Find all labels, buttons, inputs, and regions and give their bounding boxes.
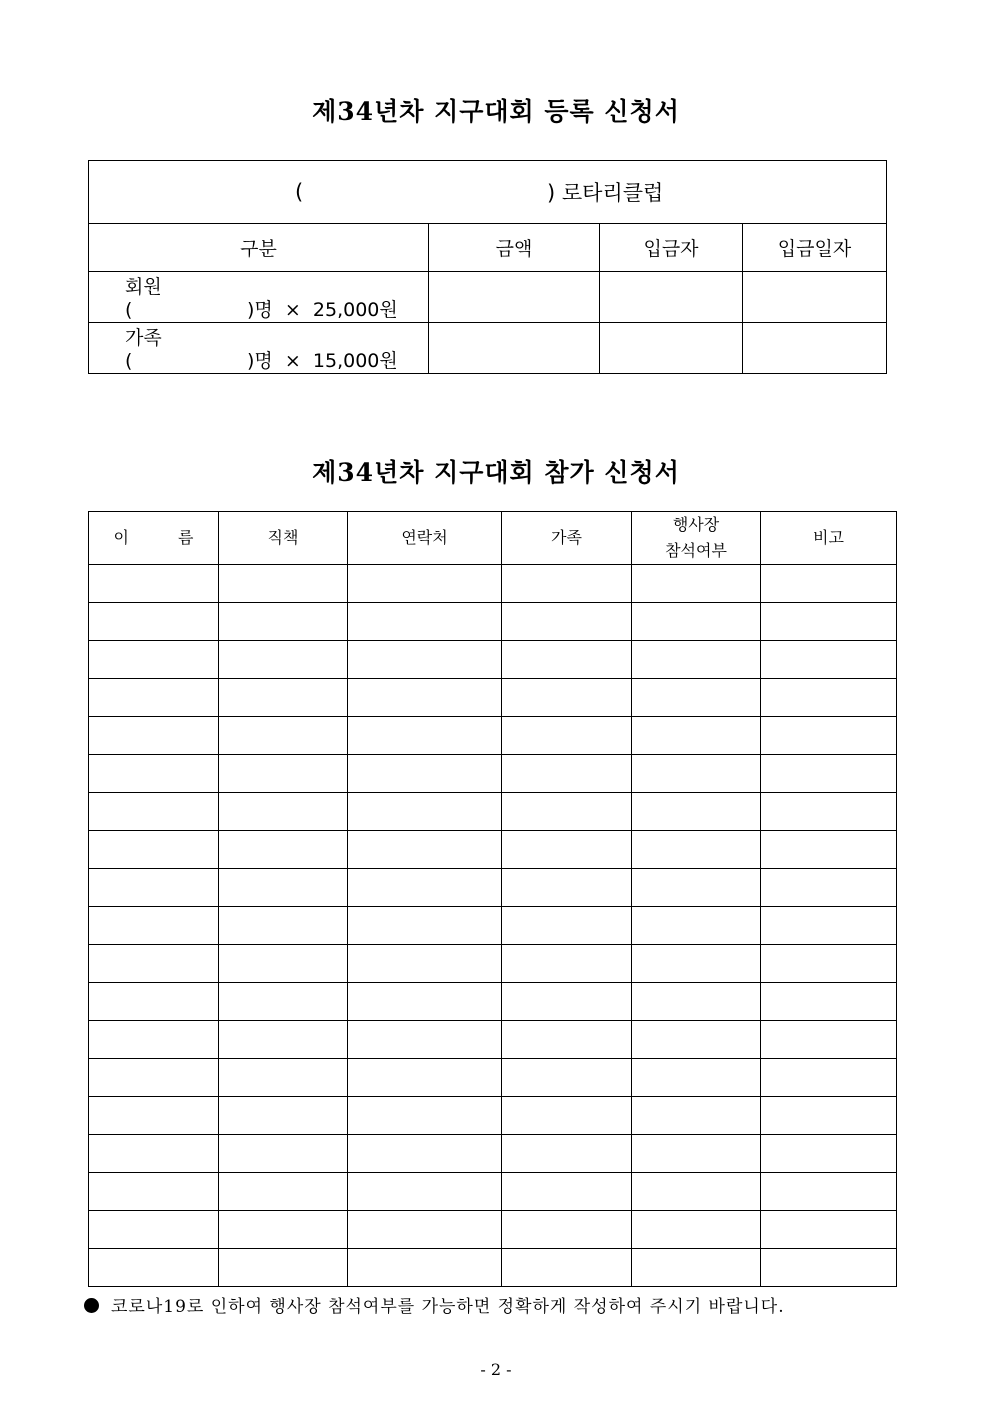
attendance-cell[interactable] (632, 945, 761, 983)
club-open-paren: ( (295, 180, 304, 204)
attendance-cell[interactable] (632, 717, 761, 755)
family-cell[interactable] (502, 1135, 632, 1173)
family-cell[interactable] (502, 1211, 632, 1249)
name-cell[interactable] (89, 603, 219, 641)
attendance-cell[interactable] (632, 983, 761, 1021)
remarks-cell[interactable] (761, 565, 897, 603)
footer-note-text: 코로나19로 인하여 행사장 참석여부를 가능하면 정확하게 작성하여 주시기 바랍니다. (111, 1297, 785, 1317)
fee-family[interactable] (89, 323, 429, 374)
contact-cell[interactable] (348, 717, 502, 755)
remarks-cell[interactable] (761, 1211, 897, 1249)
remarks-cell[interactable] (761, 1173, 897, 1211)
contact-cell[interactable] (348, 1211, 502, 1249)
header-name: 이 름 (89, 512, 219, 565)
remarks-cell[interactable] (761, 603, 897, 641)
remarks-cell[interactable] (761, 755, 897, 793)
remarks-cell[interactable] (761, 1249, 897, 1287)
contact-cell[interactable] (348, 869, 502, 907)
name-cell[interactable] (89, 1097, 219, 1135)
remarks-cell[interactable] (761, 945, 897, 983)
name-cell[interactable] (89, 869, 219, 907)
header-contact: 연락처 (348, 512, 502, 565)
name-cell[interactable] (89, 1249, 219, 1287)
family-cell[interactable] (502, 793, 632, 831)
remarks-cell[interactable] (761, 983, 897, 1021)
name-cell[interactable] (89, 1059, 219, 1097)
table-row (89, 1059, 897, 1097)
fee-member[interactable] (89, 272, 429, 323)
position-cell[interactable] (219, 603, 348, 641)
family-cell[interactable] (502, 565, 632, 603)
family-cell[interactable] (502, 1097, 632, 1135)
attendance-cell[interactable] (632, 831, 761, 869)
name-cell[interactable] (89, 717, 219, 755)
fee-family-times: × (284, 350, 301, 372)
club-name-cell[interactable] (89, 161, 887, 224)
footer-note (84, 1292, 785, 1317)
family-cell[interactable] (502, 755, 632, 793)
attendance-cell[interactable] (632, 1097, 761, 1135)
position-cell[interactable] (219, 907, 348, 945)
fee-member-label: 회원 ( (125, 276, 162, 321)
table-row (89, 1249, 897, 1287)
attendance-cell[interactable] (632, 1211, 761, 1249)
table-row (89, 1097, 897, 1135)
family-cell[interactable] (502, 945, 632, 983)
table-row (89, 641, 897, 679)
table-row (89, 983, 897, 1021)
name-cell[interactable] (89, 945, 219, 983)
depositor-cell[interactable] (600, 272, 743, 323)
name-cell[interactable] (89, 565, 219, 603)
attendance-cell[interactable] (632, 869, 761, 907)
contact-cell[interactable] (348, 1135, 502, 1173)
table-row (89, 679, 897, 717)
fee-family-price: 15,000원 (312, 350, 398, 372)
position-cell[interactable] (219, 1097, 348, 1135)
attendance-cell[interactable] (632, 1135, 761, 1173)
table-row (89, 831, 897, 869)
attendance-cell[interactable] (632, 793, 761, 831)
family-cell[interactable] (502, 983, 632, 1021)
attendance-cell[interactable] (632, 755, 761, 793)
contact-cell[interactable] (348, 1173, 502, 1211)
participation-table (88, 511, 897, 1287)
remarks-cell[interactable] (761, 907, 897, 945)
attendance-cell[interactable] (632, 1173, 761, 1211)
position-cell[interactable] (219, 717, 348, 755)
remarks-cell[interactable] (761, 679, 897, 717)
remarks-cell[interactable] (761, 1135, 897, 1173)
fee-member-price: 25,000원 (312, 299, 398, 321)
fee-family-label: 가족 ( (125, 327, 162, 372)
contact-cell[interactable] (348, 945, 502, 983)
page-number: - 2 - (480, 1360, 512, 1379)
name-cell[interactable] (89, 831, 219, 869)
contact-cell[interactable] (348, 1021, 502, 1059)
table-row (89, 793, 897, 831)
bullet-icon (84, 1298, 99, 1313)
position-cell[interactable] (219, 1059, 348, 1097)
contact-cell[interactable] (348, 565, 502, 603)
remarks-cell[interactable] (761, 869, 897, 907)
position-cell[interactable] (219, 1249, 348, 1287)
family-cell[interactable] (502, 869, 632, 907)
name-cell[interactable] (89, 1211, 219, 1249)
contact-cell[interactable] (348, 641, 502, 679)
family-cell[interactable] (502, 603, 632, 641)
position-cell[interactable] (219, 755, 348, 793)
fee-member-unit: )명 (247, 299, 273, 321)
table-row (89, 565, 897, 603)
name-cell[interactable] (89, 755, 219, 793)
remarks-cell[interactable] (761, 1097, 897, 1135)
table-row (89, 945, 897, 983)
deposit-date-cell[interactable] (743, 323, 887, 374)
attendance-cell[interactable] (632, 1249, 761, 1287)
table-row (89, 1021, 897, 1059)
remarks-cell[interactable] (761, 1059, 897, 1097)
attendance-cell[interactable] (632, 603, 761, 641)
attendance-cell[interactable] (632, 641, 761, 679)
name-cell[interactable] (89, 679, 219, 717)
attendance-cell[interactable] (632, 907, 761, 945)
contact-cell[interactable] (348, 603, 502, 641)
contact-cell[interactable] (348, 983, 502, 1021)
contact-cell[interactable] (348, 831, 502, 869)
position-cell[interactable] (219, 1135, 348, 1173)
remarks-cell[interactable] (761, 1021, 897, 1059)
name-cell[interactable] (89, 793, 219, 831)
family-cell[interactable] (502, 641, 632, 679)
position-cell[interactable] (219, 1211, 348, 1249)
contact-cell[interactable] (348, 755, 502, 793)
table-row (89, 755, 897, 793)
contact-cell[interactable] (348, 907, 502, 945)
table-row (89, 869, 897, 907)
depositor-cell[interactable] (600, 323, 743, 374)
remarks-cell[interactable] (761, 641, 897, 679)
position-cell[interactable] (219, 793, 348, 831)
registration-title: 제34년차 지구대회 등록 신청서 (312, 97, 680, 126)
family-cell[interactable] (502, 1059, 632, 1097)
position-cell[interactable] (219, 565, 348, 603)
header-deposit-date: 입금일자 (743, 224, 887, 272)
header-amount: 금액 (429, 224, 600, 272)
family-cell[interactable] (502, 1173, 632, 1211)
header-position: 직책 (219, 512, 348, 565)
table-row (89, 1135, 897, 1173)
contact-cell[interactable] (348, 793, 502, 831)
name-cell[interactable] (89, 983, 219, 1021)
amount-cell[interactable] (429, 272, 600, 323)
family-cell[interactable] (502, 907, 632, 945)
contact-cell[interactable] (348, 1059, 502, 1097)
table-row (89, 717, 897, 755)
contact-cell[interactable] (348, 1249, 502, 1287)
family-cell[interactable] (502, 1249, 632, 1287)
header-family: 가족 (502, 512, 632, 565)
table-row (89, 907, 897, 945)
family-cell[interactable] (502, 679, 632, 717)
family-cell[interactable] (502, 831, 632, 869)
deposit-date-cell[interactable] (743, 272, 887, 323)
remarks-cell[interactable] (761, 717, 897, 755)
position-cell[interactable] (219, 641, 348, 679)
table-row (89, 1211, 897, 1249)
name-cell[interactable] (89, 641, 219, 679)
fee-family-unit: )명 (247, 350, 273, 372)
participation-title: 제34년차 지구대회 참가 신청서 (312, 458, 680, 487)
position-cell[interactable] (219, 983, 348, 1021)
header-depositor: 입금자 (600, 224, 743, 272)
name-cell[interactable] (89, 1173, 219, 1211)
position-cell[interactable] (219, 1173, 348, 1211)
position-cell[interactable] (219, 869, 348, 907)
position-cell[interactable] (219, 1021, 348, 1059)
name-cell[interactable] (89, 907, 219, 945)
attendance-cell[interactable] (632, 565, 761, 603)
attendance-cell[interactable] (632, 1059, 761, 1097)
family-cell[interactable] (502, 717, 632, 755)
family-cell[interactable] (502, 1021, 632, 1059)
attendance-cell[interactable] (632, 679, 761, 717)
contact-cell[interactable] (348, 1097, 502, 1135)
position-cell[interactable] (219, 831, 348, 869)
remarks-cell[interactable] (761, 793, 897, 831)
position-cell[interactable] (219, 679, 348, 717)
amount-cell[interactable] (429, 323, 600, 374)
registration-table (88, 160, 887, 374)
name-cell[interactable] (89, 1021, 219, 1059)
header-attendance-line1: 행사장 (672, 515, 720, 534)
header-attendance-line2: 참석여부 (665, 541, 727, 560)
table-row (89, 1173, 897, 1211)
header-attendance (632, 512, 761, 565)
club-suffix: ) 로타리클럽 (547, 181, 664, 205)
header-remarks: 비고 (761, 512, 897, 565)
remarks-cell[interactable] (761, 831, 897, 869)
header-category: 구분 (89, 224, 429, 272)
table-row (89, 603, 897, 641)
contact-cell[interactable] (348, 679, 502, 717)
position-cell[interactable] (219, 945, 348, 983)
attendance-cell[interactable] (632, 1021, 761, 1059)
name-cell[interactable] (89, 1135, 219, 1173)
fee-member-times: × (284, 299, 301, 321)
